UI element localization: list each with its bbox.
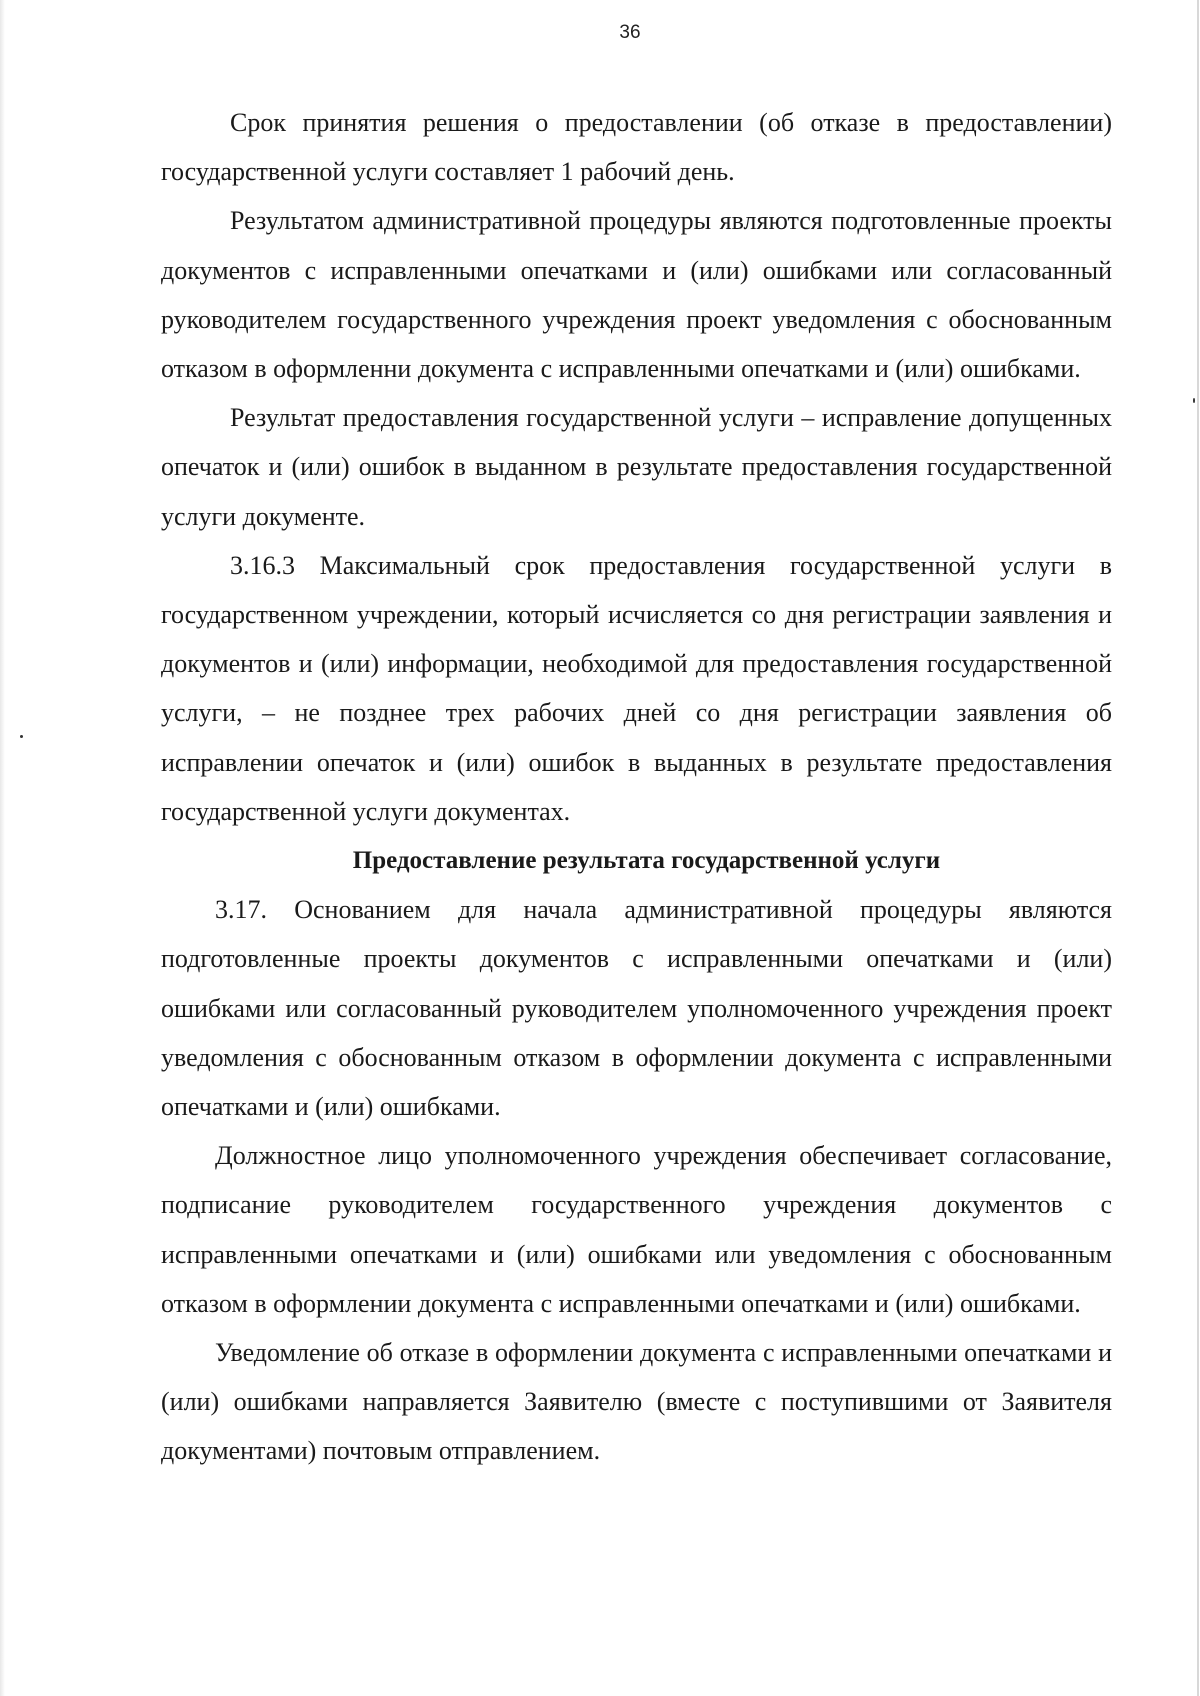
scan-speck <box>1193 398 1195 403</box>
scan-speck <box>20 735 23 738</box>
paragraph-official-duties: Должностное лицо уполномоченного учреждения обеспечивает согласование, подписание руководителем государственного учреждения документов с исправленными опечатками и (или) ошибками или уведомления с обоснованным отказом в оформлении документа с исправленными опечатками и (или) ошибками. <box>161 1141 1112 1318</box>
scan-right-edge <box>1197 0 1199 1696</box>
paragraph-service-result: Результат предоставления государственной услуги – исправление допущенных опечаток и (или) ошибок в выданном в результате предоставления государственной услуги документе. <box>161 403 1112 531</box>
document-body <box>161 98 1112 1476</box>
paragraph-refusal-notice: Уведомление об отказе в оформлении документа с исправленными опечатками и (или) ошибками направляется Заявителю (вместе с поступившими от Заявителя документами) почтовым отправлением. <box>161 1338 1112 1466</box>
scan-left-edge <box>0 0 5 1696</box>
paragraph-decision-term: Срок принятия решения о предоставлении (об отказе в предоставлении) государственной услуги составляет 1 рабочий день. <box>161 108 1112 187</box>
paragraph-procedure-result: Результатом административной процедуры являются подготовленные проекты документов с исправленными опечатками и (или) ошибками или согласованный руководителем государственного учреждения проект уведомления с обоснованным отказом в оформленни документа с исправленными опечатками и (или) ошибками. <box>161 206 1112 384</box>
section-heading: Предоставление результата государственной услуги <box>352 847 941 875</box>
page-number: 36 <box>619 22 641 43</box>
paragraph-3-17: 3.17. Основанием для начала административной процедуры являются подготовленные проекты документов с исправленными опечатками и (или) ошибками или согласованный руководителем уполномоченного учреждения проект уведомления с обоснованным отказом в оформлении документа с исправленными опечатками и (или) ошибками. <box>161 895 1112 1122</box>
paragraph-max-term: 3.16.3 Максимальный срок предоставления государственной услуги в государственном учреждении, который исчисляется со дня регистрации заявления и документов и (или) информации, необходимой для предоставления государственной услуги, – не позднее трех рабочих дней со дня регистрации заявления об исправлении опечаток и (или) ошибок в выданных в результате предоставления государственной услуги документах. <box>161 550 1112 826</box>
